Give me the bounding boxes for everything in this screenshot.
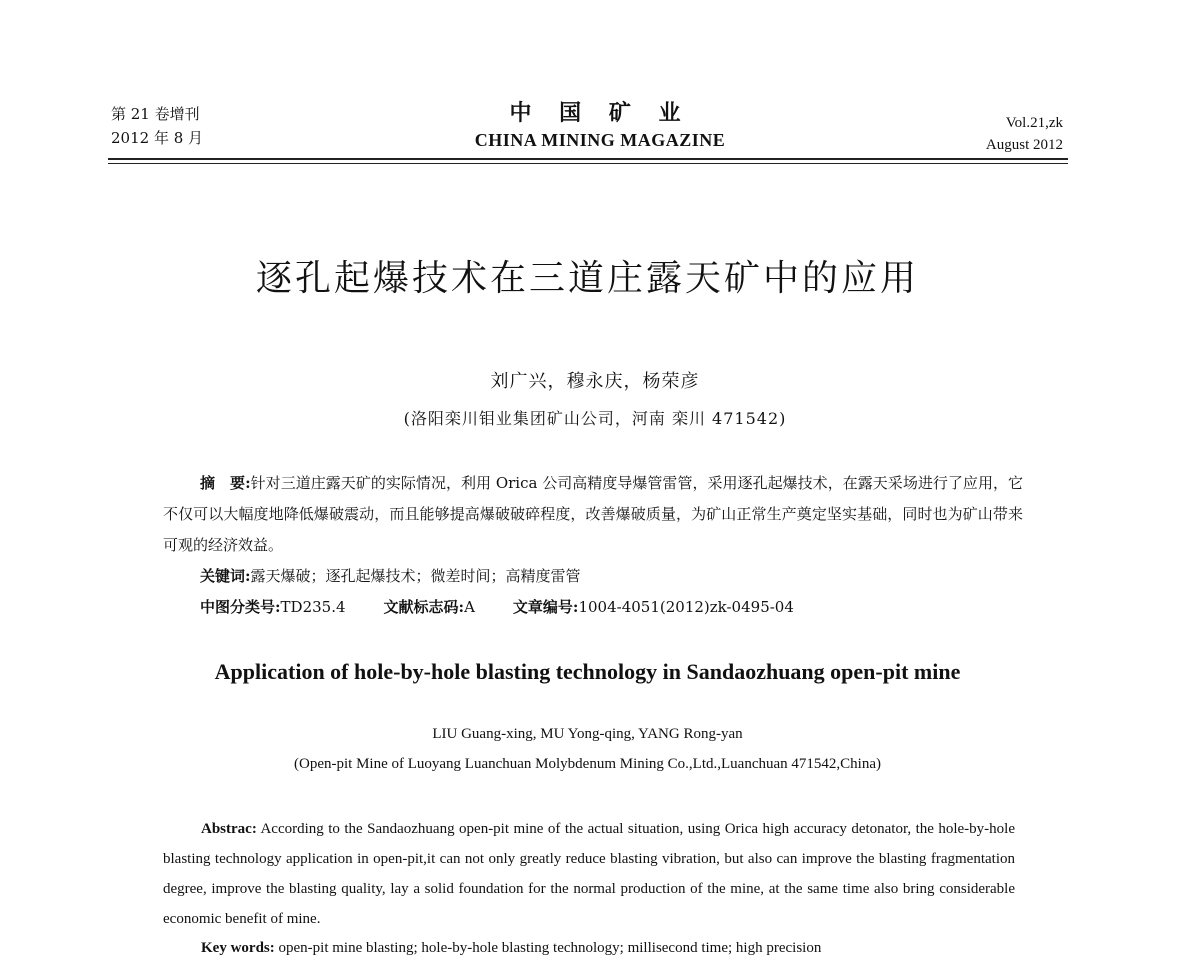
- affiliation-cn: (洛阳栾川钼业集团矿山公司，河南 栾川 471542): [403, 409, 787, 428]
- abstract-en-text: According to the Sandaozhuang open-pit mine of the actual situation, using Orica high accuracy detonator, the hole-by-hole blasting technology application in open-pit,it can not only greatly reduce blasting vibration, but also can improve the blasting fragmentation degree, improve the blasting quality, lay a solid foundation for the normal production of the mine, at the same time also bring considerable economic benefit of mine.: [163, 821, 1015, 927]
- date-en: August 2012: [985, 137, 1063, 153]
- doc-code-value: A: [464, 598, 475, 616]
- keywords-cn-row: [200, 561, 1023, 592]
- header-rule-thin: [108, 163, 1068, 164]
- abstract-cn-paragraph: [163, 468, 1023, 561]
- header-right: [986, 112, 1063, 156]
- authors-cn: 刘广兴，穆永庆，杨荣彦: [490, 371, 700, 392]
- volume-en: Vol.21,zk: [1005, 115, 1063, 131]
- clc-label: 中图分类号:: [200, 598, 281, 616]
- date-cn: 2012 年 8 月: [111, 129, 204, 147]
- clc-value: TD235.4: [280, 598, 346, 616]
- abstract-cn-label: 摘 要:: [200, 474, 251, 492]
- keywords-en-row: [201, 934, 1015, 962]
- journal-name-en: CHINA MINING MAGAZINE: [474, 130, 726, 150]
- authors-en: LIU Guang-xing, MU Yong-qing, YANG Rong-yan: [432, 726, 743, 742]
- keywords-cn-label: 关键词:: [200, 567, 251, 585]
- header-rule-thick: [108, 158, 1068, 160]
- paper-title-en: Application of hole-by-hole blasting technology in Sandaozhuang open-pit mine: [214, 659, 961, 684]
- affiliation-en: (Open-pit Mine of Luoyang Luanchuan Molybdenum Mining Co.,Ltd.,Luanchuan 471542,China): [294, 756, 881, 772]
- article-no-value: 1004-4051(2012)zk-0495-04: [578, 598, 794, 616]
- journal-name-cn: 中 国 矿 业: [509, 100, 691, 126]
- classification-row: [200, 592, 1023, 623]
- article-no-label: 文章编号:: [512, 598, 579, 616]
- abstract-en-paragraph: [163, 814, 1015, 934]
- journal-masthead: [440, 98, 760, 152]
- abstract-en-label: Abstrac:: [201, 821, 257, 837]
- volume-cn: 第 21 卷增刊: [111, 105, 200, 123]
- keywords-en: open-pit mine blasting; hole-by-hole blasting technology; millisecond time; high precision: [278, 940, 822, 956]
- abstract-en-block: [163, 814, 1015, 934]
- abstract-cn-block: [163, 468, 1023, 623]
- abstract-cn-text: 针对三道庄露天矿的实际情况，利用 Orica 公司高精度导爆管雷管，采用逐孔起爆技术，在露天采场进行了应用，它不仅可以大幅度地降低爆破震动，而且能够提高爆破破碎程度，改善爆破质量，为矿山正常生产奠定坚实基础，同时也为矿山带来可观的经济效益。: [163, 474, 1023, 554]
- keywords-en-label: Key words:: [201, 940, 275, 956]
- header-left: [111, 102, 203, 150]
- paper-title-cn: 逐孔起爆技术在三道庄露天矿中的应用: [255, 258, 919, 299]
- doc-code-label: 文献标志码:: [383, 598, 465, 616]
- keywords-cn: 露天爆破；逐孔起爆技术；微差时间；高精度雷管: [250, 567, 581, 585]
